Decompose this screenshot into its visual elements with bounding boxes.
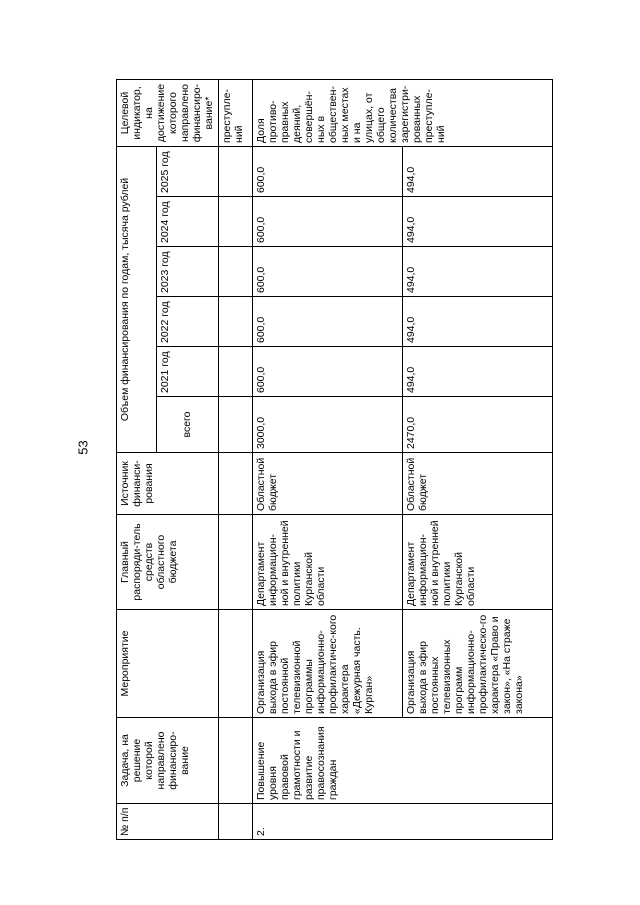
header-2023: 2023 год [156, 247, 218, 297]
row-manager: Департамент информацион-ной и внутренней политики Курганской области [402, 515, 552, 610]
row-total: 2470,0 [402, 397, 552, 453]
row-total: 3000,0 [252, 397, 402, 453]
row-source: Областной бюджет [252, 453, 402, 515]
row-2021: 600,0 [252, 347, 402, 397]
header-num: № п/п [117, 804, 219, 840]
row-manager: Департамент информацион-ной и внутренней политики Курганской области [252, 515, 402, 610]
financing-table [116, 79, 553, 840]
row-2024: 494,0 [402, 197, 552, 247]
header-2022: 2022 год [156, 297, 218, 347]
header-2021: 2021 год [156, 347, 218, 397]
continuation-text: преступле-ний [218, 79, 252, 146]
header-total: всего [156, 397, 218, 453]
row-num: 2. [252, 804, 552, 840]
header-volume-group: Объем финансирования по годам, тысяча рублей [117, 146, 157, 452]
table-row [252, 79, 402, 839]
rotated-table-container [116, 80, 596, 840]
row-2022: 494,0 [402, 297, 552, 347]
row-task: Повышение уровня правовой грамотности и развитие правосознания граждан [252, 718, 552, 804]
header-activity: Мероприятие [117, 610, 219, 718]
header-2024: 2024 год [156, 197, 218, 247]
row-2023: 494,0 [402, 247, 552, 297]
page-number: 53 [75, 440, 91, 455]
continuation-row [218, 79, 252, 839]
header-manager: Главный распоряди-тель средств областного бюджета [117, 515, 219, 610]
row-2022: 600,0 [252, 297, 402, 347]
row-2025: 494,0 [402, 146, 552, 196]
row-2023: 600,0 [252, 247, 402, 297]
row-activity: Организация выхода в эфир постоянных телевизионных программ информационно-профилактическо-го характера «Право и закон», «На страже закона» [402, 610, 552, 718]
row-indicator: Доля противо-правных деяний, совершён-ных в обществен-ных местах и на улицах, от общего количества зарегистри-рованных преступле-ний [252, 79, 552, 146]
header-source: Источник финанси-рования [117, 453, 219, 515]
header-indicator: Целевой индикатор, на достижение которого направлено финансиро-вание* [117, 79, 219, 146]
header-task: Задача, на решение которой направлено финансиро-вание [117, 718, 219, 804]
row-source: Областной бюджет [402, 453, 552, 515]
header-2025: 2025 год [156, 146, 218, 196]
row-2024: 600,0 [252, 197, 402, 247]
row-2021: 494,0 [402, 347, 552, 397]
header-row-1 [117, 79, 157, 839]
row-2025: 600,0 [252, 146, 402, 196]
row-activity: Организация выхода в эфир постоянной телевизионной программы информационно-профилактичес-кого характера «Дежурная часть. Курган» [252, 610, 402, 718]
